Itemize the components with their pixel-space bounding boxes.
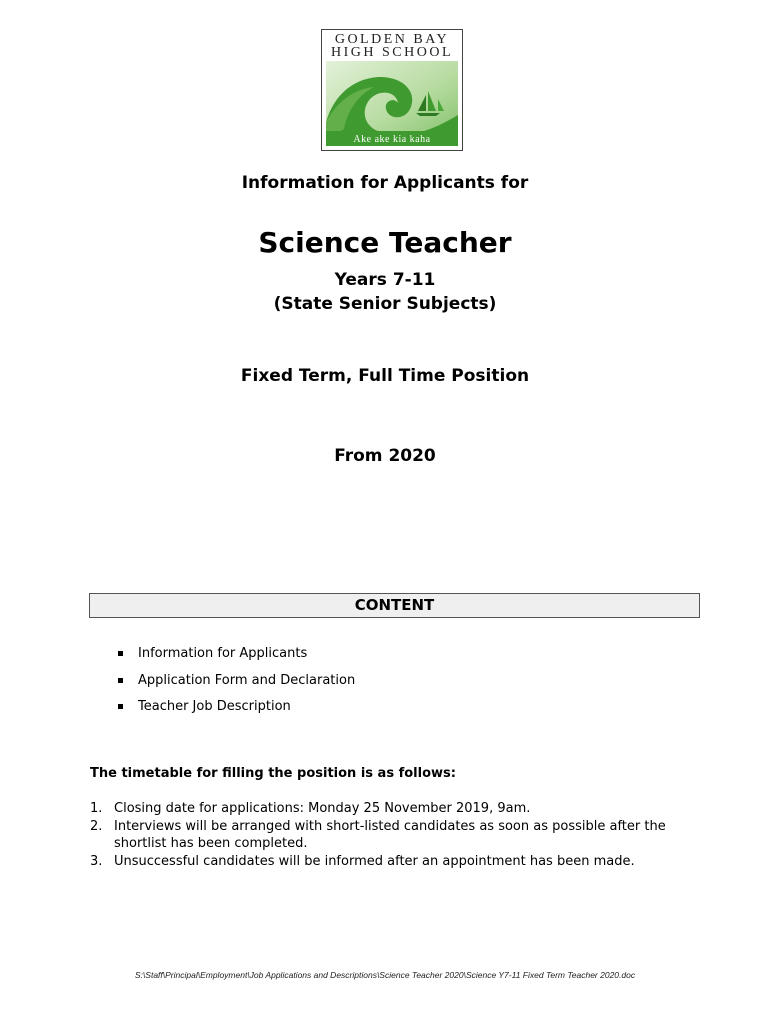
logo-school-name-line1: GOLDEN BAY xyxy=(334,32,450,47)
years-subtitle: Years 7-11 xyxy=(334,270,436,290)
bullet-icon xyxy=(118,651,123,656)
timetable-step xyxy=(90,818,690,853)
school-logo xyxy=(321,29,463,151)
list-item xyxy=(118,645,355,672)
logo-motto: Ake ake kia kaha xyxy=(353,134,431,145)
bullet-icon xyxy=(118,704,123,709)
start-date: From 2020 xyxy=(334,446,436,466)
list-item-label: Application Form and Declaration xyxy=(138,672,356,688)
intro-heading: Information for Applicants for xyxy=(241,173,529,193)
list-item xyxy=(118,698,355,725)
page-title: Science Teacher xyxy=(258,226,512,259)
list-item-label: Teacher Job Description xyxy=(138,699,291,714)
list-item-label: Information for Applicants xyxy=(138,646,308,661)
content-section-header: CONTENT xyxy=(89,593,700,618)
content-list xyxy=(118,645,355,725)
file-path-footer: S:\Staff\Principal\Employment\Job Applications and Descriptions\Science Teacher 2020\Science Y7-11 Fixed Term Teacher 2020.doc xyxy=(134,970,636,980)
timetable-step xyxy=(90,853,690,871)
step-number: 1. xyxy=(90,801,103,816)
timetable-heading: The timetable for filling the position is as follows: xyxy=(90,766,456,781)
step-text: Unsuccessful candidates will be informed after an appointment has been made. xyxy=(114,853,635,869)
timetable-steps xyxy=(90,800,690,870)
timetable-step xyxy=(90,800,690,818)
subjects-subtitle: (State Senior Subjects) xyxy=(273,294,497,314)
step-number: 3. xyxy=(90,853,103,869)
position-type: Fixed Term, Full Time Position xyxy=(240,366,530,386)
step-number: 2. xyxy=(90,818,103,834)
step-text: Interviews will be arranged with short-listed candidates as soon as possible after the shortlist has been completed. xyxy=(114,818,666,851)
bullet-icon xyxy=(118,678,123,683)
logo-school-name-line2: HIGH SCHOOL xyxy=(331,45,453,60)
step-text: Closing date for applications: Monday 25 November 2019, 9am. xyxy=(114,801,531,816)
logo-wave-emblem xyxy=(326,61,458,146)
list-item xyxy=(118,672,355,699)
